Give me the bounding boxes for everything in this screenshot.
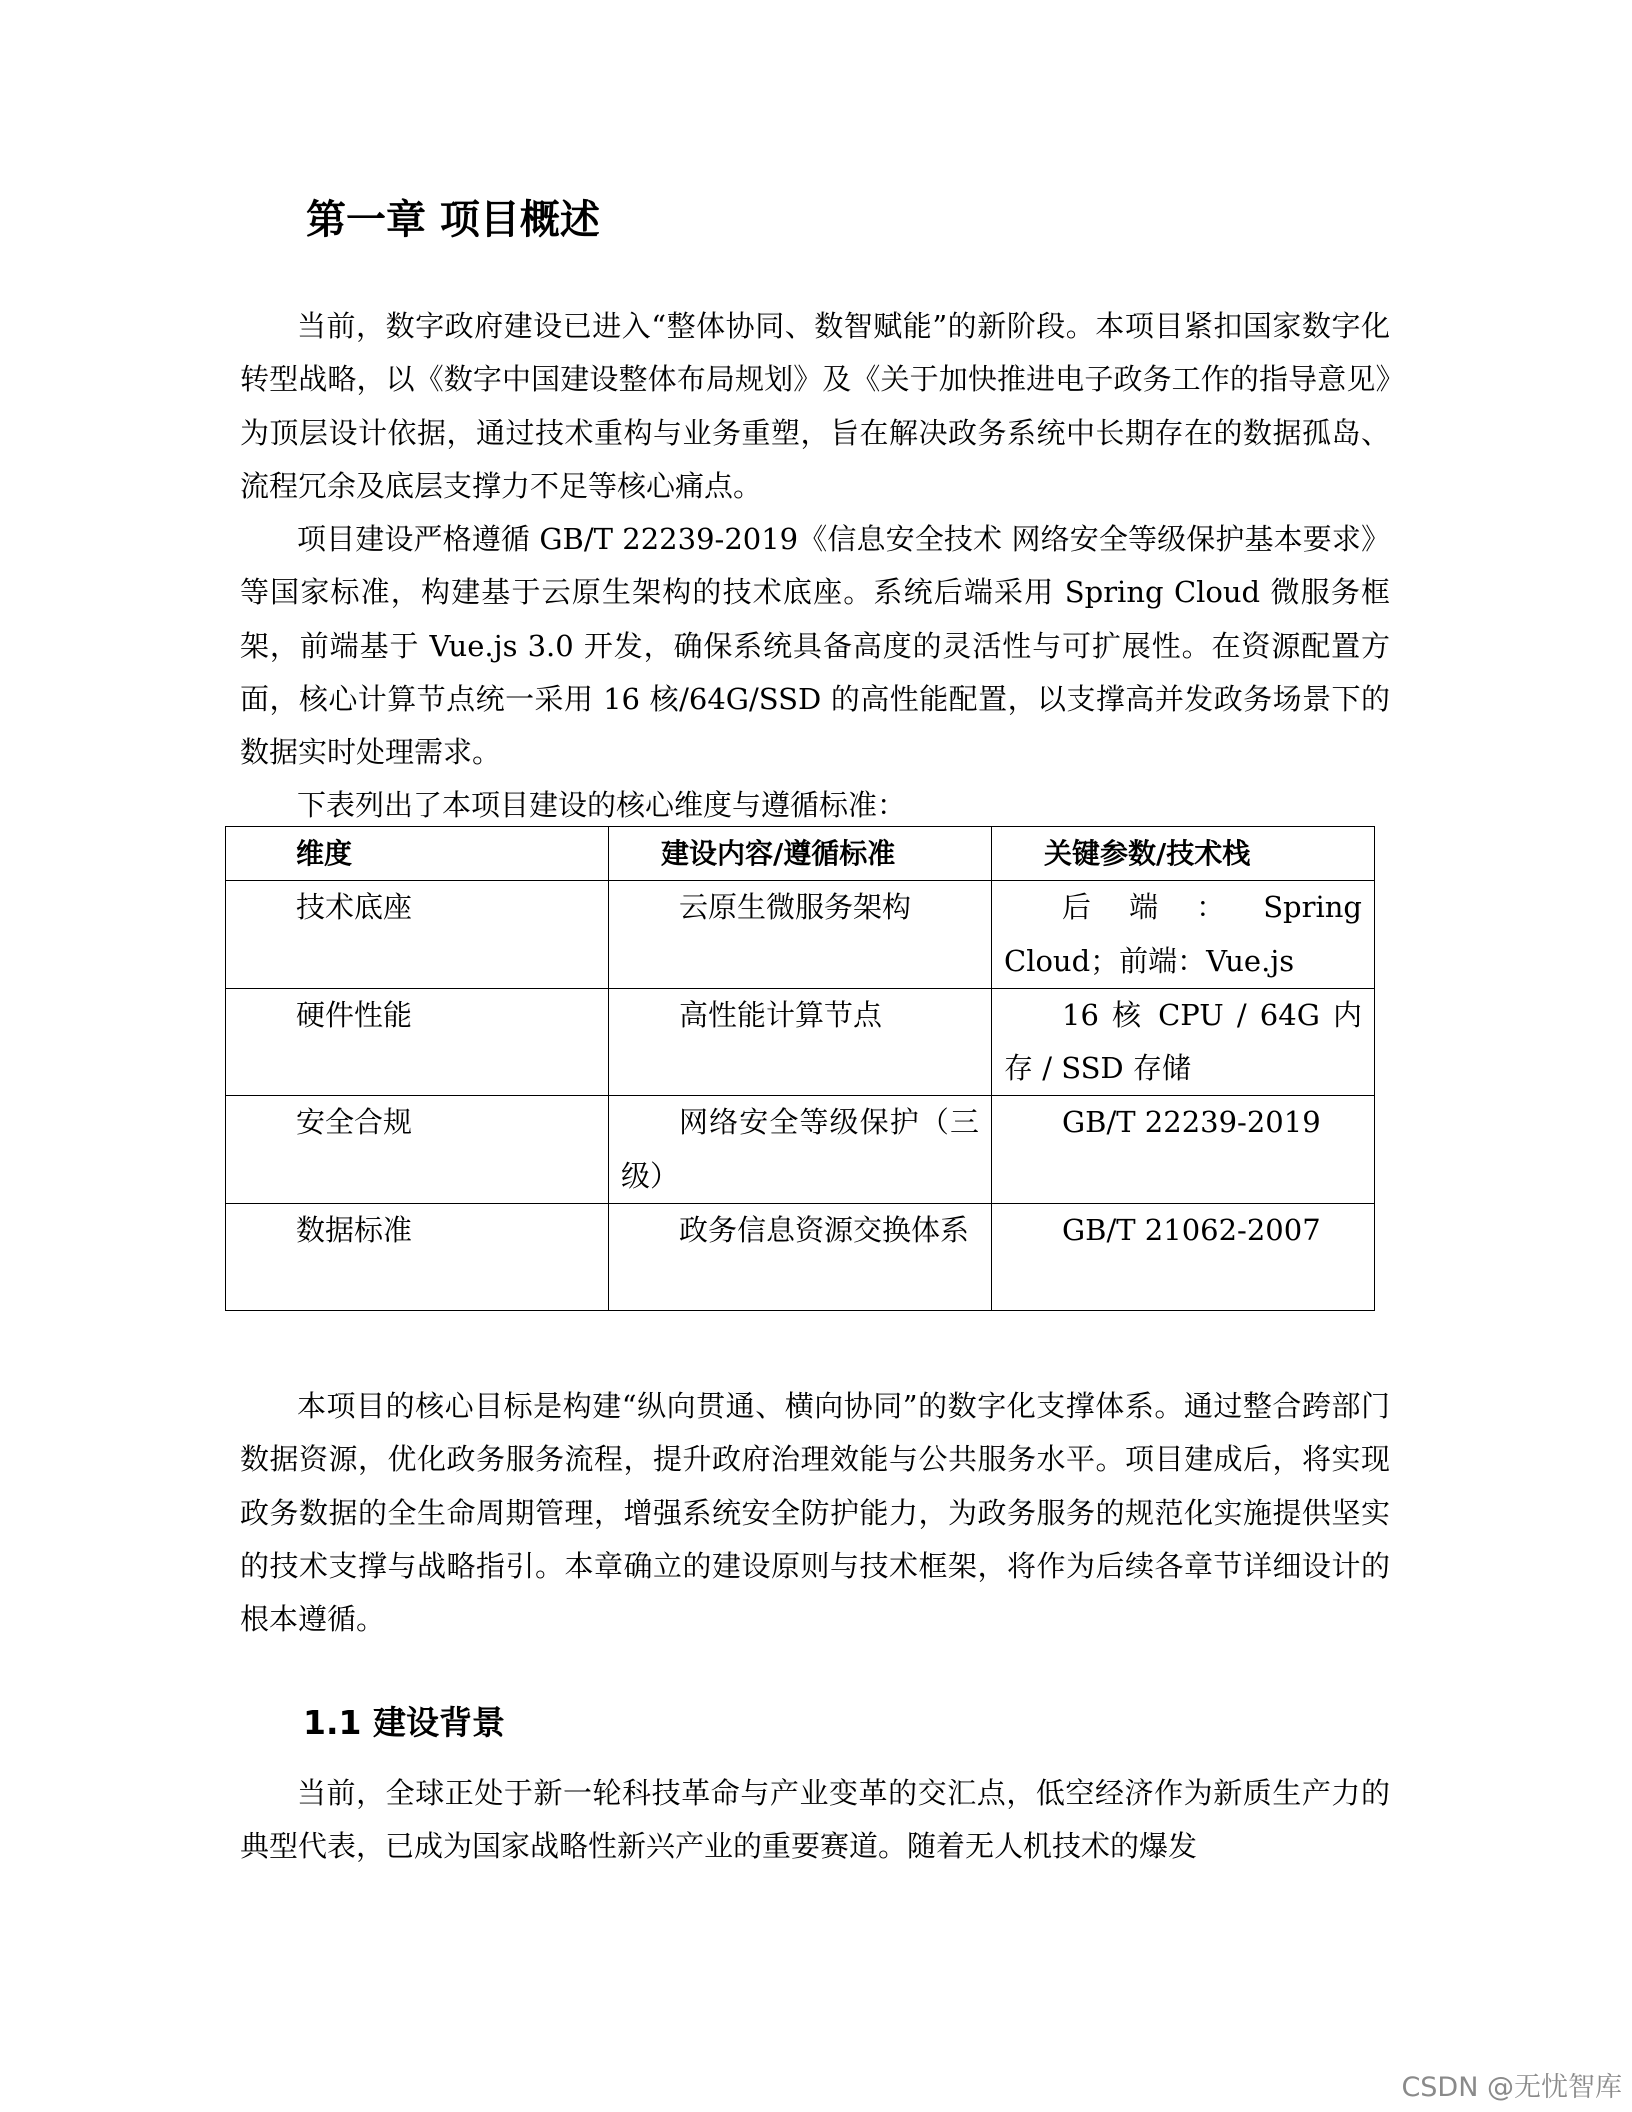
cell-content: 云原生微服务架构 (609, 881, 992, 989)
table-intro: 下表列出了本项目建设的核心维度与遵循标准： (297, 788, 907, 822)
watermark: CSDN @无忧智库 (1401, 2072, 1622, 2103)
table-header-row (226, 827, 1375, 881)
header-dimension: 维度 (226, 827, 609, 881)
cell-dimension: 安全合规 (226, 1096, 609, 1204)
header-parameters: 关键参数/技术栈 (992, 827, 1375, 881)
cell-dimension: 技术底座 (226, 881, 609, 989)
background-paragraph: 当前，全球正处于新一轮科技革命与产业变革的交汇点，低空经济作为新质生产力的典型代表，已成为国家战略性新兴产业的重要赛道。随着无人机技术的爆发 (240, 1776, 1390, 1864)
standards-paragraph: 项目建设严格遵循 GB/T 22239-2019《信息安全技术 网络安全等级保护基本要求》等国家标准，构建基于云原生架构的技术底座。系统后端采用 Spring Cloud 微服务框架，前端基于 Vue.js 3.0 开发，确保系统具备高度的灵活性与可扩展性。在资源配置方面，核心计算节点统一采用 16 核/64G/SSD 的高性能配置，以支撑高并发政务场景下的数据实时处理需求。 (240, 522, 1390, 770)
cell-parameters: GB/T 22239-2019 (992, 1096, 1375, 1204)
cell-parameters: 后端：Spring Cloud；前端：Vue.js (992, 881, 1375, 989)
cell-parameters: GB/T 21062-2007 (992, 1204, 1375, 1311)
cell-dimension: 硬件性能 (226, 988, 609, 1096)
intro-paragraph: 当前，数字政府建设已进入“整体协同、数智赋能”的新阶段。本项目紧扣国家数字化转型战略，以《数字中国建设整体布局规划》及《关于加快推进电子政务工作的指导意见》为顶层设计依据，通过技术重构与业务重塑，旨在解决政务系统中长期存在的数据孤岛、流程冗余及底层支撑力不足等核心痛点。 (240, 309, 1390, 503)
header-content: 建设内容/遵循标准 (609, 827, 992, 881)
cell-content: 高性能计算节点 (609, 988, 992, 1096)
cell-parameters: 16 核 CPU / 64G 内存 / SSD 存储 (992, 988, 1375, 1096)
table-row (226, 1096, 1375, 1204)
table-row (226, 1204, 1375, 1311)
chapter-title: 第一章 项目概述 (306, 197, 600, 243)
section-title: 1.1 建设背景 (303, 1703, 505, 1742)
cell-dimension: 数据标准 (226, 1204, 609, 1311)
table-row (226, 881, 1375, 989)
table-row (226, 988, 1375, 1096)
goals-paragraph: 本项目的核心目标是构建“纵向贯通、横向协同”的数字化支撑体系。通过整合跨部门数据资源，优化政务服务流程，提升政府治理效能与公共服务水平。项目建成后，将实现政务数据的全生命周期管理，增强系统安全防护能力，为政务服务的规范化实施提供坚实的技术支撑与战略指引。本章确立的建设原则与技术框架，将作为后续各章节详细设计的根本遵循。 (240, 1389, 1390, 1637)
cell-content: 政务信息资源交换体系 (609, 1204, 992, 1311)
core-dimensions-table (225, 826, 1375, 1311)
cell-content: 网络安全等级保护（三级） (609, 1096, 992, 1204)
